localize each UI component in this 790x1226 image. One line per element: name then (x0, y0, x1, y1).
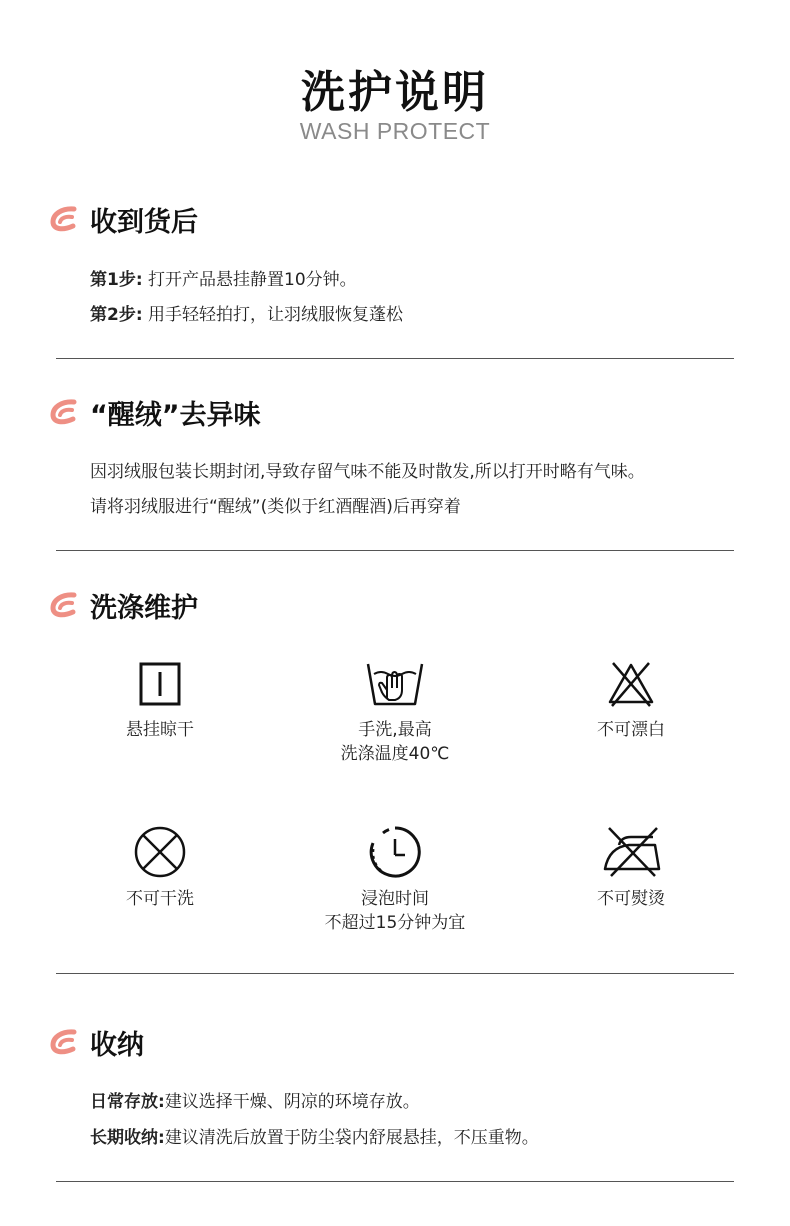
care-label (285, 718, 505, 766)
care-item-no-bleach (521, 660, 741, 742)
section-heading: 洗涤维护 (90, 592, 198, 624)
no-bleach-icon (606, 660, 656, 708)
receive-step-1 (90, 265, 357, 290)
no-dry-clean-icon (132, 825, 188, 879)
care-label: 不可漂白 (597, 720, 665, 740)
section-heading: 收到货后 (90, 206, 198, 238)
page-title: 洗护说明 (301, 67, 489, 118)
section-header-receive (48, 199, 198, 239)
step-text: 用手轻轻拍打，让羽绒服恢复蓬松 (142, 305, 404, 325)
care-item-no-iron (521, 825, 741, 911)
step-text: 打开产品悬挂静置10分钟。 (142, 270, 357, 290)
section-heading: 收纳 (90, 1029, 144, 1061)
care-label (285, 887, 505, 935)
divider (56, 1181, 734, 1182)
divider (56, 973, 734, 974)
section-heading: “醒绒”去异味 (90, 399, 261, 431)
care-item-soak-time (285, 825, 505, 935)
care-item-hand-wash (285, 660, 505, 766)
divider (56, 358, 734, 359)
odor-line-2: 请将羽绒服进行“醒绒”(类似于红酒醒酒)后再穿着 (90, 497, 461, 517)
storage-line-daily (90, 1087, 420, 1112)
receive-step-2 (90, 300, 403, 325)
page-subtitle: WASH PROTECT (299, 118, 491, 144)
brand-swoosh-icon (48, 1027, 78, 1057)
section-header-storage (48, 1022, 144, 1062)
divider (56, 550, 734, 551)
storage-text: 建议清洗后放置于防尘袋内舒展悬挂，不压重物。 (164, 1128, 539, 1148)
brand-swoosh-icon (48, 204, 78, 234)
care-label: 不可干洗 (126, 889, 194, 909)
soak-time-icon (367, 825, 423, 879)
step-label: 第2步: (90, 305, 143, 325)
storage-label: 日常存放: (90, 1092, 165, 1112)
care-label: 悬挂晾干 (126, 720, 194, 740)
brand-swoosh-icon (48, 590, 78, 620)
section-header-odor (48, 392, 261, 432)
storage-label: 长期收纳: (90, 1128, 165, 1148)
hang-dry-icon (136, 660, 184, 708)
brand-swoosh-icon (48, 397, 78, 427)
care-label-line-2: 洗涤温度40℃ (340, 744, 450, 764)
storage-text: 建议选择干燥、阴凉的环境存放。 (164, 1092, 420, 1112)
storage-line-longterm (90, 1123, 539, 1148)
care-label-line-1: 手洗,最高 (358, 720, 432, 740)
no-iron-icon (599, 825, 663, 879)
care-item-no-dry-clean (50, 825, 270, 911)
care-item-hang-dry (50, 660, 270, 742)
care-label: 不可熨烫 (597, 889, 665, 909)
step-label: 第1步: (90, 270, 143, 290)
care-label-line-2: 不超过15分钟为宜 (324, 913, 466, 933)
care-label-line-1: 浸泡时间 (361, 889, 429, 909)
section-header-wash (48, 585, 198, 625)
hand-wash-icon (365, 660, 425, 708)
odor-line-1: 因羽绒服包装长期封闭,导致存留气味不能及时散发,所以打开时略有气味。 (90, 462, 645, 482)
